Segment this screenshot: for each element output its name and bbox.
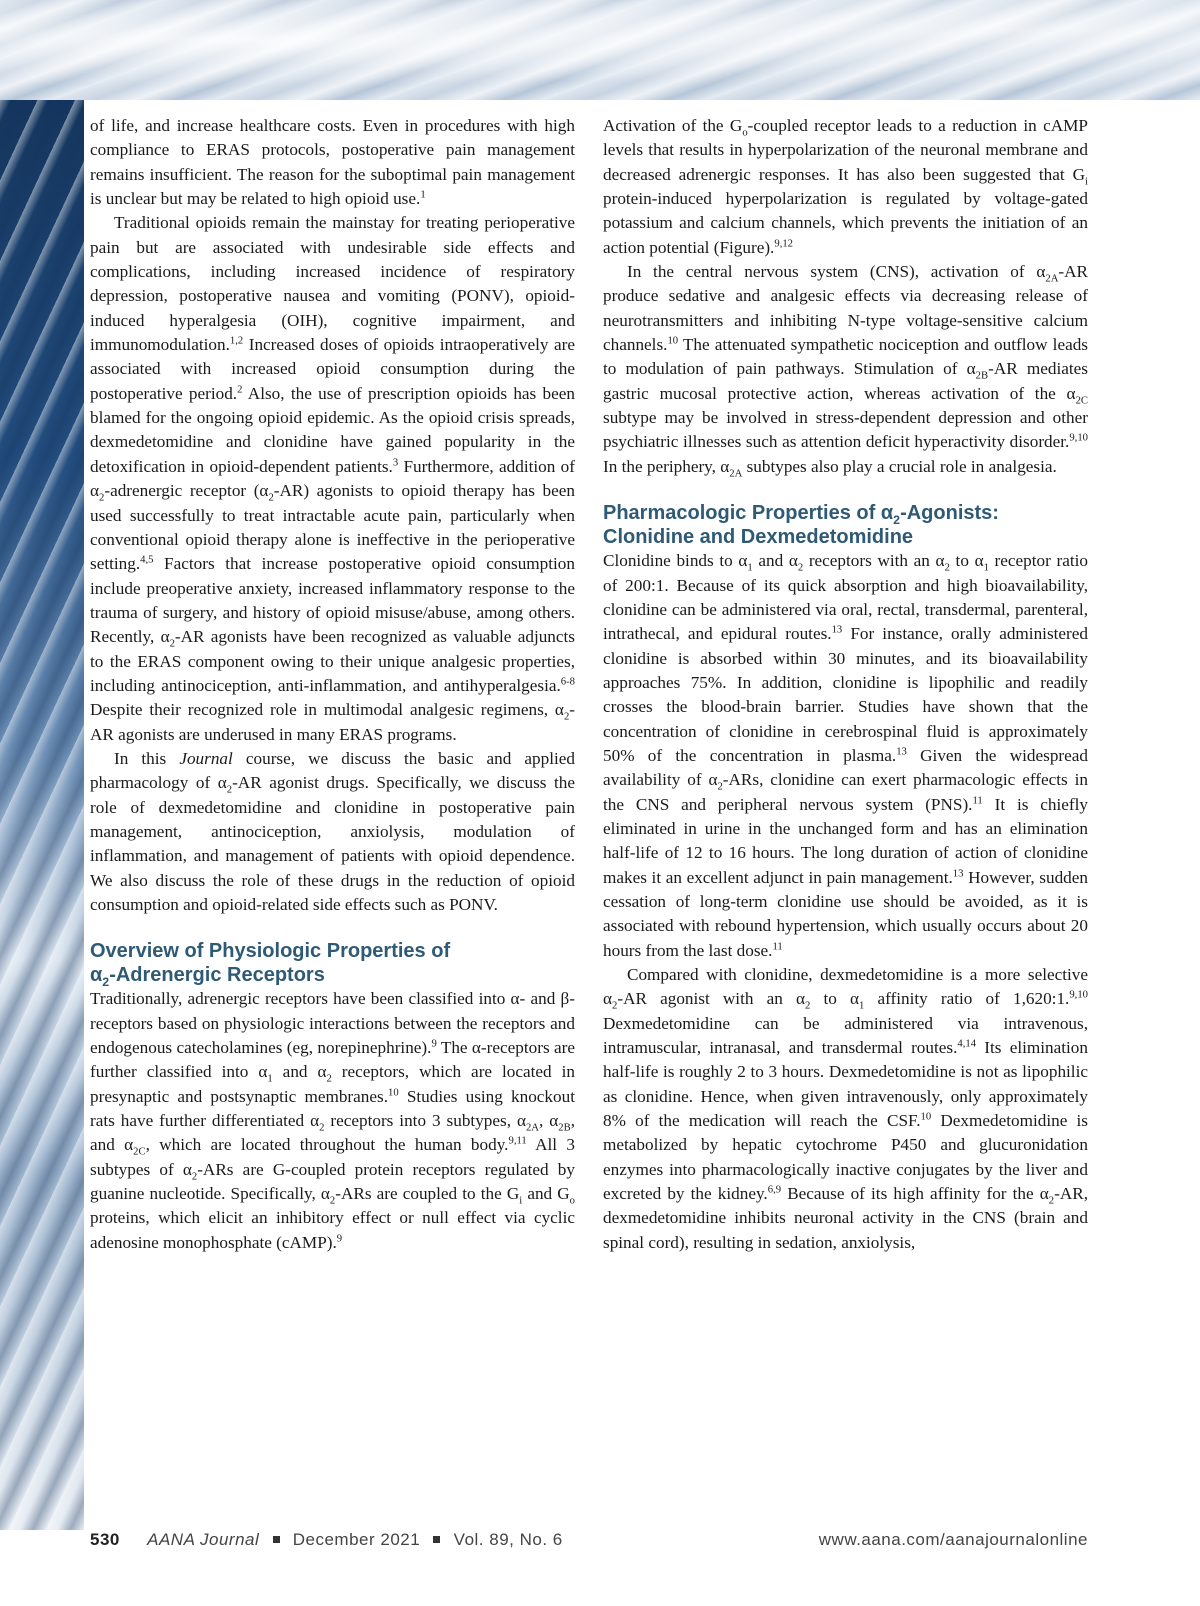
section-heading: Pharmacologic Properties of $\alpha_2$-Agonists: Clonidine and Dexmedetomidine bbox=[603, 502, 999, 549]
left-column bbox=[90, 114, 575, 1255]
page-number: 530 bbox=[90, 1530, 120, 1549]
paragraph: Activation of the $G_o$-coupled receptor leads to a reduction in cAMP levels that results in hyperpolarization of the neuronal membrane and decreased adrenergic responses. It has also been suggested that $G_i$ protein-induced hyperpolarization is regulated by voltage-gated potassium and calcium channels, which prevents the initiation of an action potential (Figure).$^{9,12}$ bbox=[603, 116, 1088, 257]
header-banner-image bbox=[0, 0, 1200, 100]
side-decorative-image bbox=[0, 100, 84, 1530]
square-bullet-icon bbox=[273, 1536, 280, 1543]
journal-name: AANA Journal bbox=[147, 1530, 260, 1549]
volume-issue: Vol. 89, No. 6 bbox=[453, 1530, 563, 1549]
square-bullet-icon bbox=[433, 1536, 440, 1543]
journal-url: www.aana.com/aanajournalonline bbox=[818, 1530, 1088, 1549]
paragraph: In the central nervous system (CNS), activation of $\alpha_{2A}-AR$ produce sedative and analgesic effects via decreasing release of neurotransmitters and inhibiting N-type voltage-sensitive calcium channels.$^{10}$ The attenuated sympathetic nociception and outflow leads to modulation of pain pathways. Stimulation of $\alpha_{2B}-AR$ mediates gastric mucosal protective action, whereas activation of the $\alpha_{2C}$ subtype may be involved in stress-dependent depression and other psychiatric illnesses such as attention deficit hyperactivity disorder.$^{9,10}$ In the periphery, $\alpha_{2A}$ subtypes also play a crucial role in analgesia. bbox=[603, 262, 1088, 480]
paragraph: Traditional opioids remain the mainstay for treating perioperative pain but are associated with undesirable side effects and complications, including increased incidence of respiratory depression, postoperative nausea and vomiting (PONV), opioid-induced hyperalgesia (OIH), cognitive impairment, and immunomodulation.$^{1,2}$ Increased doses of opioids intraoperatively are associated with increased opioid consumption during the postoperative period.$^2$ Also, the use of prescription opioids has been blamed for the ongoing opioid epidemic. As the opioid crisis spreads, dexmedetomidine and clonidine have gained popularity in the detoxification in opioid-dependent patients.$^3$ Furthermore, addition of $\alpha_2$-adrenergic receptor $(\alpha_2-AR)$ agonists to opioid therapy has been used successfully to treat intractable acute pain, particularly when conventional opioid therapy alone is ineffective in the perioperative setting.$^{4,5}$ Factors that increase postoperative opioid consumption include preoperative anxiety, increased inflammatory response to the trauma of surgery, and history of opioid misuse/abuse, among others. Recently, $\alpha_2-AR$ agonists have been recognized as valuable adjuncts to the ERAS component owing to their unique analgesic properties, including antinociception, anti-inflammation, and antihyperalgesia.$^{6-8}$ Despite their recognized role in multimodal analgesic regimens, $\alpha_2-AR$ agonists are underused in many ERAS programs. bbox=[90, 213, 576, 744]
paragraph: In this Journal course, we discuss the basic and applied pharmacology of $\alpha_2-AR$ agonist drugs. Specifically, we discuss the role of dexmedetomidine and clonidine in postoperative pain management, antinociception, anxiolysis, modulation of inflammation, and management of patients with opioid dependence. We also discuss the role of these drugs in the reduction of opioid consumption and opioid-related side effects such as PONV. bbox=[90, 748, 576, 914]
issue-date: December 2021 bbox=[292, 1530, 421, 1549]
page-footer bbox=[90, 1530, 1088, 1554]
paragraph: of life, and increase healthcare costs. Even in procedures with high compliance to ERAS protocols, postoperative pain management remains insufficient. The reason for the suboptimal pain management is unclear but may be related to high opioid use.$^1$ bbox=[90, 116, 575, 209]
section-heading: Overview of Physiologic Properties of $\alpha_2$-Adrenergic Receptors bbox=[90, 940, 451, 990]
paragraph: Clonidine binds to $\alpha_1$ and $\alpha_2$ receptors with an $\alpha_2$ to $\alpha_1$ receptor ratio of 200:1. Because of its quick absorption and high bioavailability, clonidine can be administered via oral, rectal, transdermal, parenteral, intrathecal, and epidural routes.$^{13}$ For instance, orally administered clonidine is absorbed within 30 minutes, and its bioavailability approaches 75%. In addition, clonidine is lipophilic and readily crosses the blood-brain barrier. Studies have shown that the concentration of clonidine in cerebrospinal fluid is approximately 50% of the concentration in plasma.$^{13}$ Given the widespread availability of $\alpha_2$-ARs, clonidine can exert pharmacologic effects in the CNS and peripheral nervous system (PNS).$^{11}$ It is chiefly eliminated in urine in the unchanged form and has an elimination half-life of 12 to 16 hours. The long duration of action of clonidine makes it an excellent adjunct in pain management.$^{13}$ However, sudden cessation of long-term clonidine use should be avoided, as it is associated with rebound hypertension, which usually occurs about 20 hours from the last dose.$^{11}$ bbox=[603, 551, 1089, 960]
paragraph: Traditionally, adrenergic receptors have been classified into α- and β-receptors based on physiologic interactions between the receptors and endogenous catecholamines (eg, norepinephrine).$^9$ The α-receptors are further classified into $\alpha_1$ and $\alpha_2$ receptors, which are located in presynaptic and postsynaptic membranes.$^{10}$ Studies using knockout rats have further differentiated $\alpha_2$ receptors into 3 subtypes, $\alpha_{2A}$, $\alpha_{2B}$, and $\alpha_{2C}$, which are located throughout the human body.$^{9,11}$ All 3 subtypes of $\alpha_2$-ARs are G-coupled protein receptors regulated by guanine nucleotide. Specifically, $\alpha_2$-ARs are coupled to the $G_i$ and $G_o$ proteins, which elicit an inhibitory effect or null effect via cyclic adenosine monophosphate (cAMP).$^9$ bbox=[90, 989, 576, 1252]
paragraph: Compared with clonidine, dexmedetomidine is a more selective $\alpha_2-AR$ agonist with an $\alpha_2$ to $\alpha_1$ affinity ratio of 1,620:1.$^{9,10}$ Dexmedetomidine can be administered via intravenous, intramuscular, intranasal, and transdermal routes.$^{4,14}$ Its elimination half-life is roughly 2 to 3 hours. Dexmedetomidine is not as lipophilic as clonidine. Hence, when given intravenously, only approximately 8% of the medication will reach the CSF.$^{10}$ Dexmedetomidine is metabolized by hepatic cytochrome P450 and glucuronidation enzymes into pharmacologically inactive conjugates by the liver and excreted by the kidney.$^{6,9}$ Because of its high affinity for the $\alpha_2-AR$, dexmedetomidine inhibits neuronal activity in the CNS (brain and spinal cord), resulting in sedation, anxiolysis, bbox=[603, 965, 1088, 1252]
right-column bbox=[603, 114, 1088, 1255]
